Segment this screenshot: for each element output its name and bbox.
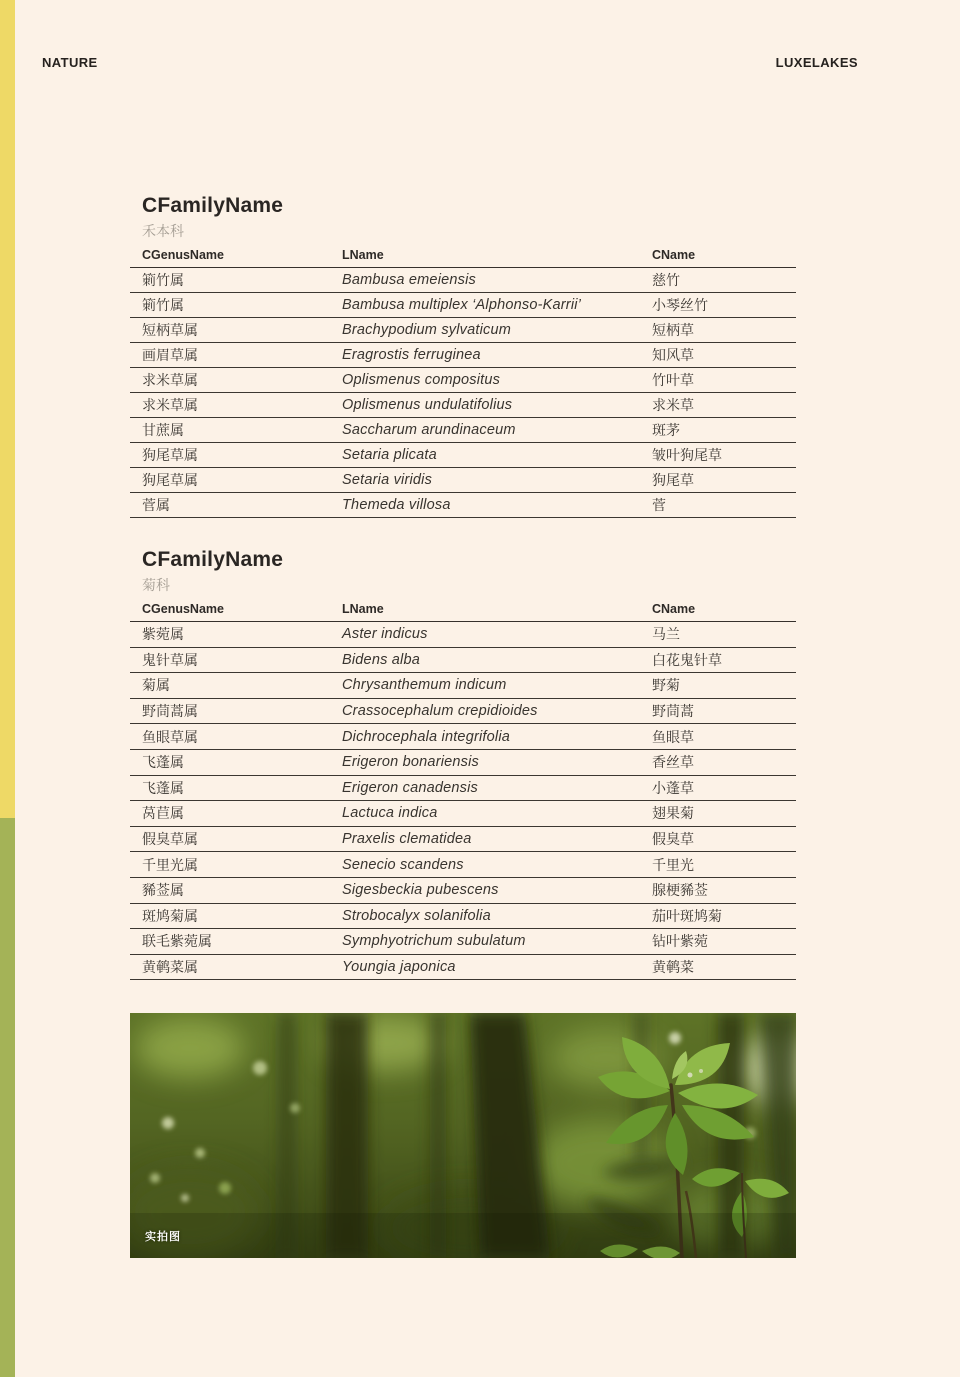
table-subtitle-chinese: 菊科 (142, 577, 170, 593)
latin-name-cell: Setaria plicata (342, 447, 437, 463)
table-row (130, 293, 796, 318)
latin-name-cell: Brachypodium sylvaticum (342, 322, 511, 338)
table-row (130, 443, 796, 468)
table-header-row (130, 248, 796, 262)
latin-name-cell: Lactuca indica (342, 805, 438, 822)
genus-cell: 黄鹌菜属 (142, 959, 198, 976)
latin-name-cell: Aster indicus (342, 626, 428, 643)
latin-name-cell: Dichrocephala integrifolia (342, 728, 511, 745)
table-row (130, 904, 796, 930)
table-row (130, 268, 796, 293)
left-stripe-olive (0, 818, 15, 1377)
header-brand-nature: NATURE (42, 55, 98, 70)
table-row (130, 776, 796, 802)
column-header-genus: CGenusName (142, 602, 224, 616)
latin-name-cell: Praxelis clematidea (342, 831, 472, 848)
latin-name-cell: Eragrostis ferruginea (342, 347, 481, 363)
latin-name-cell: Bidens alba (342, 651, 420, 668)
chinese-name-cell: 小蓬草 (652, 779, 694, 796)
table-body (130, 621, 796, 980)
latin-name-cell: Bambusa emeiensis (342, 272, 476, 288)
genus-cell: 野茼蒿属 (142, 703, 198, 720)
genus-cell: 飞蓬属 (142, 779, 184, 796)
latin-name-cell: Sigesbeckia pubescens (342, 882, 499, 899)
genus-cell: 假臭草属 (142, 831, 198, 848)
table-row (130, 343, 796, 368)
chinese-name-cell: 千里光 (652, 856, 694, 873)
chinese-name-cell: 香丝草 (652, 754, 694, 771)
chinese-name-cell: 短柄草 (652, 322, 694, 338)
chinese-name-cell: 求米草 (652, 397, 694, 413)
table-row (130, 622, 796, 648)
table-row (130, 393, 796, 418)
latin-name-cell: Erigeron bonariensis (342, 754, 479, 771)
chinese-name-cell: 钻叶紫菀 (652, 933, 708, 950)
genus-cell: 狗尾草属 (142, 447, 198, 463)
genus-cell: 狗尾草属 (142, 472, 198, 488)
forest-photo (130, 1013, 796, 1258)
table-title: CFamilyName (142, 194, 284, 217)
genus-cell: 豨莶属 (142, 882, 184, 899)
genus-cell: 联毛紫菀属 (142, 933, 212, 950)
table-row (130, 827, 796, 853)
genus-cell: 千里光属 (142, 856, 198, 873)
genus-cell: 求米草属 (142, 372, 198, 388)
left-stripe-yellow (0, 0, 15, 818)
column-header-chinese: CName (652, 602, 696, 616)
chinese-name-cell: 鱼眼草 (652, 728, 694, 745)
chinese-name-cell: 菅 (652, 497, 666, 513)
page-header (0, 55, 960, 75)
chinese-name-cell: 慈竹 (652, 272, 680, 288)
table-row (130, 673, 796, 699)
genus-cell: 莴苣属 (142, 805, 184, 822)
latin-name-cell: Saccharum arundinaceum (342, 422, 516, 438)
table-row (130, 801, 796, 827)
forest-photo-illustration (130, 1013, 796, 1258)
chinese-name-cell: 茄叶斑鸠菊 (652, 907, 722, 924)
latin-name-cell: Chrysanthemum indicum (342, 677, 507, 694)
species-table-asteraceae (130, 547, 796, 980)
chinese-name-cell: 腺梗豨莶 (652, 882, 708, 899)
genus-cell: 菅属 (142, 497, 170, 513)
table-body (130, 267, 796, 518)
genus-cell: 鱼眼草属 (142, 728, 198, 745)
latin-name-cell: Senecio scandens (342, 856, 464, 873)
chinese-name-cell: 小琴丝竹 (652, 297, 708, 313)
table-row (130, 878, 796, 904)
genus-cell: 短柄草属 (142, 322, 198, 338)
chinese-name-cell: 马兰 (652, 626, 680, 643)
chinese-name-cell: 竹叶草 (652, 372, 694, 388)
photo-caption-badge: 实拍图 (145, 1231, 181, 1243)
genus-cell: 紫菀属 (142, 626, 184, 643)
genus-cell: 箣竹属 (142, 272, 184, 288)
table-row (130, 955, 796, 981)
chinese-name-cell: 知风草 (652, 347, 694, 363)
genus-cell: 斑鸠菊属 (142, 907, 198, 924)
chinese-name-cell: 黄鹌菜 (652, 959, 694, 976)
chinese-name-cell: 斑茅 (652, 422, 680, 438)
genus-cell: 鬼针草属 (142, 651, 198, 668)
latin-name-cell: Themeda villosa (342, 497, 451, 513)
header-brand-luxelakes: LUXELAKES (775, 55, 858, 70)
genus-cell: 求米草属 (142, 397, 198, 413)
column-header-latin: LName (342, 248, 384, 262)
species-table-poaceae (130, 193, 796, 518)
genus-cell: 箣竹属 (142, 297, 184, 313)
table-row (130, 468, 796, 493)
table-row (130, 699, 796, 725)
table-row (130, 648, 796, 674)
latin-name-cell: Symphyotrichum subulatum (342, 933, 526, 950)
latin-name-cell: Strobocalyx solanifolia (342, 907, 491, 924)
table-row (130, 493, 796, 518)
chinese-name-cell: 野茼蒿 (652, 703, 694, 720)
latin-name-cell: Youngia japonica (342, 959, 456, 976)
genus-cell: 飞蓬属 (142, 754, 184, 771)
table-row (130, 852, 796, 878)
chinese-name-cell: 白花鬼针草 (652, 651, 722, 668)
chinese-name-cell: 假臭草 (652, 831, 694, 848)
chinese-name-cell: 翅果菊 (652, 805, 694, 822)
column-header-chinese: CName (652, 248, 696, 262)
genus-cell: 画眉草属 (142, 347, 198, 363)
genus-cell: 甘蔗属 (142, 422, 184, 438)
table-row (130, 368, 796, 393)
genus-cell: 菊属 (142, 677, 170, 694)
chinese-name-cell: 狗尾草 (652, 472, 694, 488)
table-row (130, 318, 796, 343)
chinese-name-cell: 野菊 (652, 677, 680, 694)
latin-name-cell: Bambusa multiplex ‘Alphonso-Karrii’ (342, 297, 582, 313)
table-header-row (130, 602, 796, 616)
table-row (130, 929, 796, 955)
table-subtitle-chinese: 禾本科 (142, 223, 184, 239)
table-title: CFamilyName (142, 548, 284, 571)
latin-name-cell: Oplismenus compositus (342, 372, 501, 388)
latin-name-cell: Setaria viridis (342, 472, 433, 488)
table-row (130, 418, 796, 443)
latin-name-cell: Erigeron canadensis (342, 779, 478, 796)
latin-name-cell: Crassocephalum crepidioides (342, 703, 538, 720)
table-row (130, 724, 796, 750)
column-header-genus: CGenusName (142, 248, 224, 262)
table-row (130, 750, 796, 776)
chinese-name-cell: 皱叶狗尾草 (652, 447, 722, 463)
column-header-latin: LName (342, 602, 384, 616)
latin-name-cell: Oplismenus undulatifolius (342, 397, 513, 413)
